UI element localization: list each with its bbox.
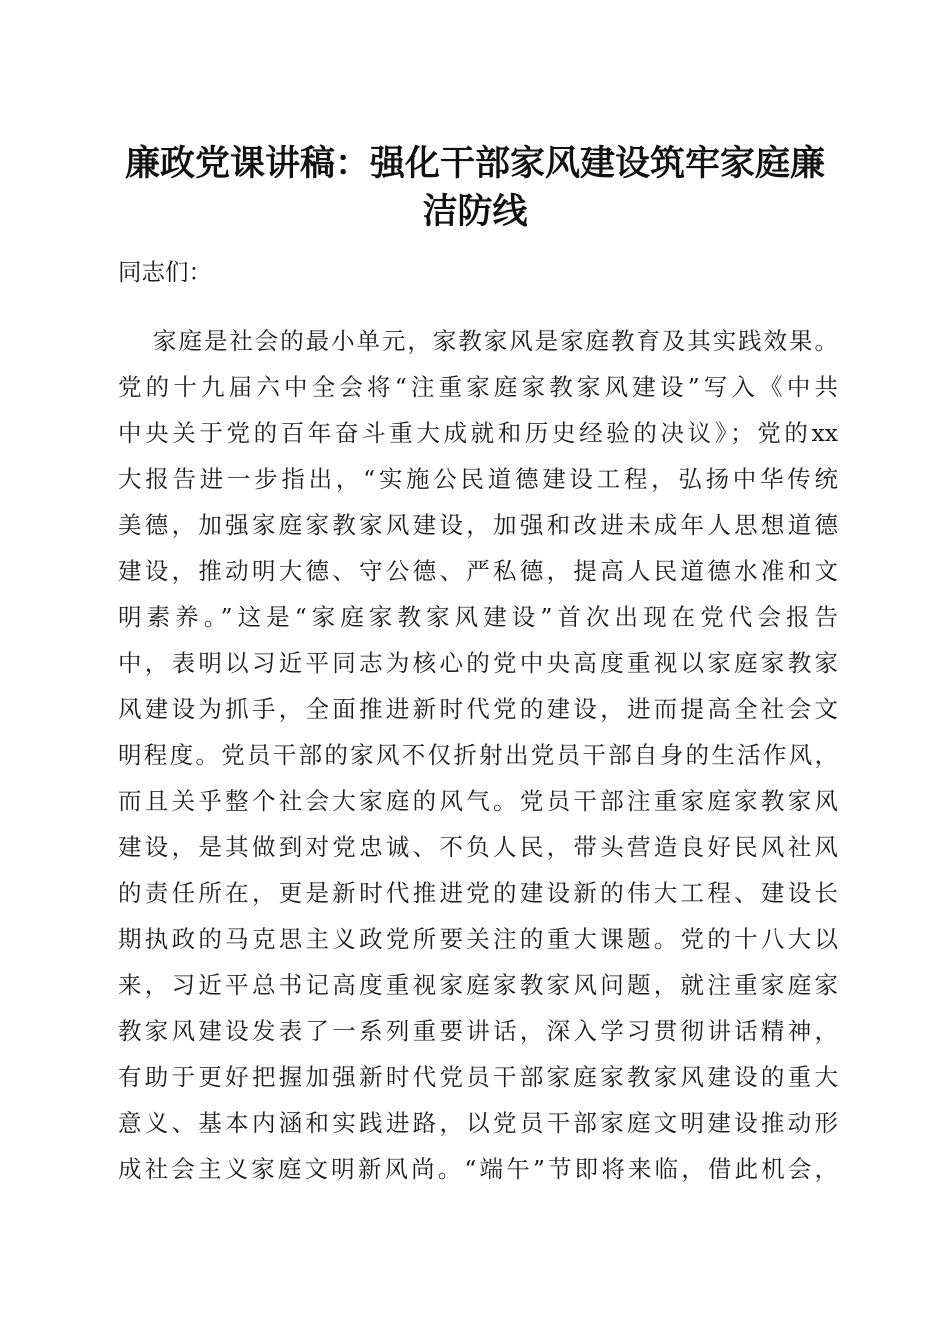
body-line: 成社会主义家庭文明新风尚。“端午”节即将来临，借此机会，	[118, 1155, 838, 1183]
body-line: 大报告进一步指出，“实施公民道德建设工程，弘扬中华传统	[118, 465, 838, 493]
body-line: 中，表明以习近平同志为核心的党中央高度重视以家庭家教家	[118, 649, 838, 677]
body-line: 的责任所在，更是新时代推进党的建设新的伟大工程、建设长	[118, 879, 838, 907]
body-line: 明程度。党员干部的家风不仅折射出党员干部自身的生活作风，	[118, 741, 838, 769]
title-line-1: 廉政党课讲稿：强化干部家风建设筑牢家庭廉	[124, 143, 825, 184]
body-line: 来，习近平总书记高度重视家庭家教家风问题，就注重家庭家	[118, 971, 838, 999]
body-line: 明素养。”这是“家庭家教家风建设”首次出现在党代会报告	[118, 603, 838, 631]
body-line: 意义、基本内涵和实践进路，以党员干部家庭文明建设推动形	[118, 1109, 838, 1137]
body-line: 中央关于党的百年奋斗重大成就和历史经验的决议》；党的xx	[118, 419, 838, 447]
body-line: 建设，是其做到对党忠诚、不负人民，带头营造良好民风社风	[118, 833, 838, 861]
title-line-2: 洁防线	[422, 191, 528, 232]
body-line: 期执政的马克思主义政党所要关注的重大课题。党的十八大以	[118, 925, 838, 953]
greeting: 同志们：	[118, 258, 212, 286]
body-line: 党的十九届六中全会将“注重家庭家教家风建设”写入《中共	[118, 373, 838, 401]
body-line: 而且关乎整个社会大家庭的风气。党员干部注重家庭家教家风	[118, 787, 838, 815]
body-line: 家庭是社会的最小单元，家教家风是家庭教育及其实践效果。	[153, 327, 838, 355]
body-line: 美德，加强家庭家教家风建设，加强和改进未成年人思想道德	[118, 511, 838, 539]
body-line: 建设，推动明大德、守公德、严私德，提高人民道德水准和文	[118, 557, 838, 585]
body-line: 教家风建设发表了一系列重要讲话，深入学习贯彻讲话精神，	[118, 1017, 838, 1045]
body-line: 风建设为抓手，全面推进新时代党的建设，进而提高全社会文	[118, 695, 838, 723]
body-line: 有助于更好把握加强新时代党员干部家庭家教家风建设的重大	[118, 1063, 838, 1091]
